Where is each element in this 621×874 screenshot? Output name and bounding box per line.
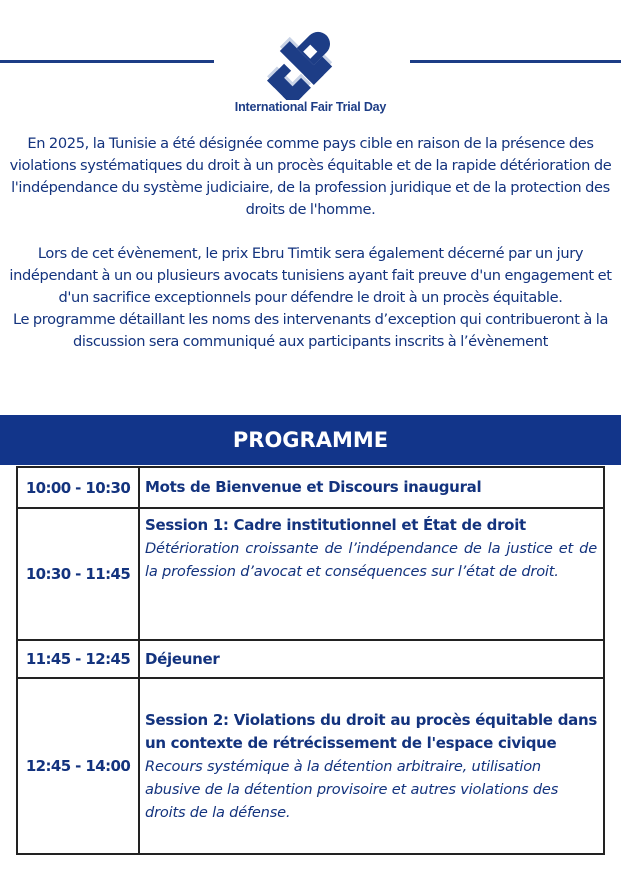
row-title: Déjeuner	[145, 649, 220, 668]
row-title: Session 1: Cadre institutionnel et État de droit	[145, 516, 526, 534]
header-divider-left	[0, 60, 214, 63]
row-content	[139, 467, 604, 508]
row-description: Recours systémique à la détention arbitraire, utilisation abusive de la détention provisoire et autres violations des droits de la défense.	[145, 757, 559, 821]
row-content	[139, 640, 604, 678]
programme-table	[16, 466, 605, 855]
fair-trial-day-logo	[246, 18, 366, 100]
row-time: 12:45 - 14:00	[17, 678, 139, 854]
row-description: Détérioration croissante de l’indépendance de la justice et de la profession d’avocat et conséquences sur l’état de droit.	[145, 540, 597, 580]
programme-row	[17, 640, 604, 678]
intro-text-3: Le programme détaillant les noms des intervenants d’exception qui contribueront à la discussion sera communiqué aux participants inscrits à l’évènement	[12, 311, 609, 350]
row-time: 10:30 - 11:45	[17, 508, 139, 640]
programme-banner: PROGRAMME	[0, 415, 621, 465]
programme-row	[17, 467, 604, 508]
row-content	[139, 508, 604, 640]
intro-paragraph-1	[6, 133, 615, 221]
intro-text-1: En 2025, la Tunisie a été désignée comme pays cible en raison de la présence des violations systématiques du droit à un procès équitable et de la rapide détérioration de l'indépendance du système judiciaire, de la profession juridique et de la protection des droits de l'homme.	[9, 135, 612, 218]
intro-paragraph-2	[6, 243, 615, 353]
row-time: 10:00 - 10:30	[17, 467, 139, 508]
row-time: 11:45 - 12:45	[17, 640, 139, 678]
header-divider-right	[410, 60, 621, 63]
programme-row	[17, 678, 604, 854]
logo-caption: International Fair Trial Day	[234, 100, 387, 114]
programme-row	[17, 508, 604, 640]
intro-text-2: Lors de cet évènement, le prix Ebru Timtik sera également décerné par un jury indépendant à un ou plusieurs avocats tunisiens ayant fait preuve d'un engagement et d'un sacrifice exceptionnels pour défendre le droit à un procès équitable.	[9, 245, 612, 306]
row-title: Mots de Bienvenue et Discours inaugural	[145, 478, 482, 496]
row-title: Session 2: Violations du droit au procès équitable dans un contexte de rétrécissement de l'espace civique	[145, 710, 597, 752]
row-content	[139, 678, 604, 854]
